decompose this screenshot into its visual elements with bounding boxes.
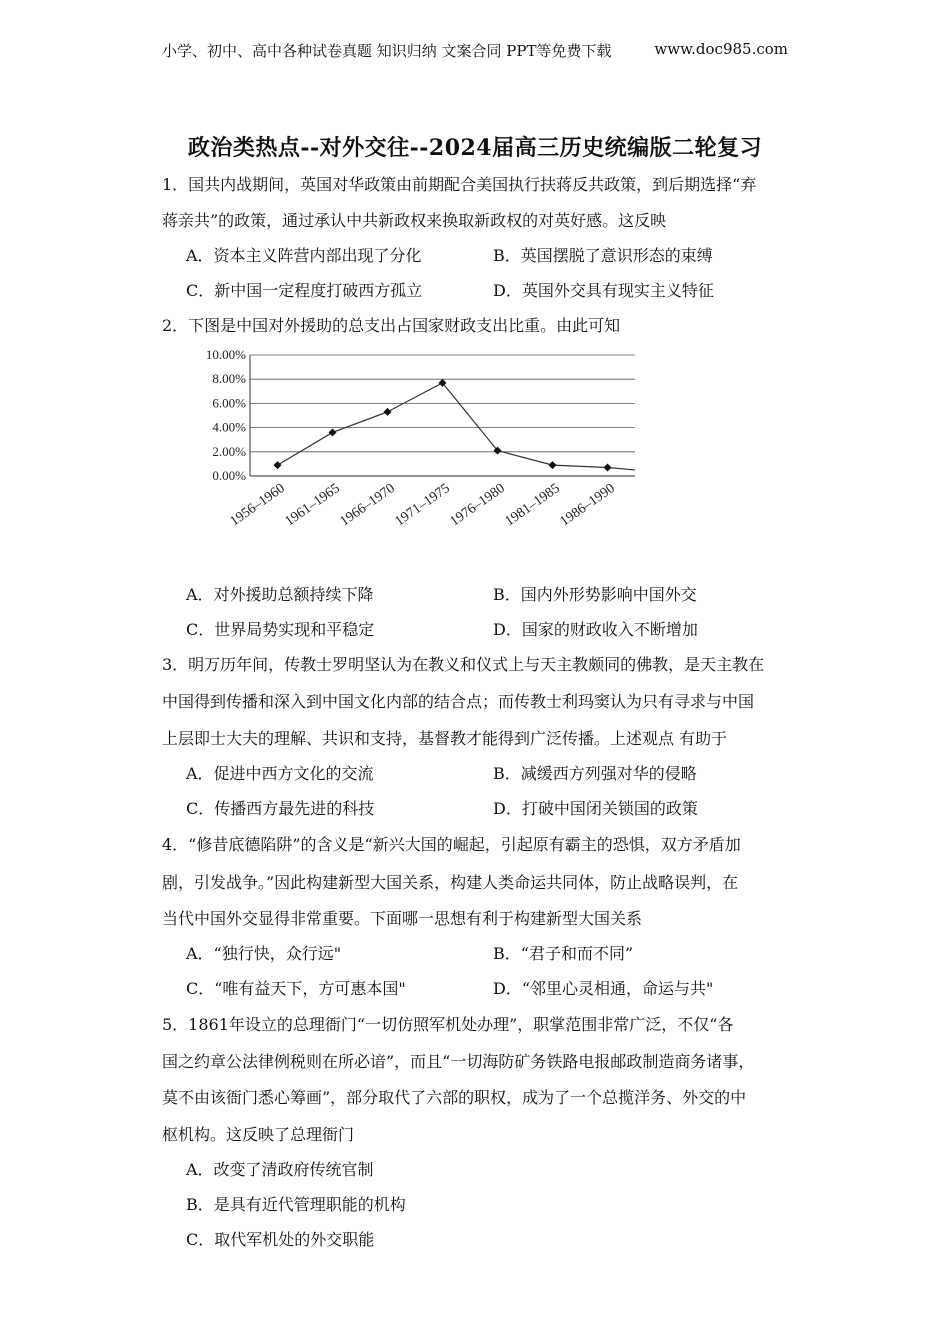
x-tick-label: 1986–1990 xyxy=(557,480,618,530)
x-tick-label: 1971–1975 xyxy=(392,480,453,530)
chart-y-tick-labels xyxy=(206,347,246,483)
q2-option-b[interactable]: B．国内外形势影响中国外交 xyxy=(493,585,697,604)
chart-x-tick-labels xyxy=(228,481,618,529)
y-tick-label: 8.00% xyxy=(212,371,246,387)
q3-line-3: 上层即士大夫的理解、共识和支持，基督教才能得到广泛传播。上述观点 有助于 xyxy=(162,729,728,748)
x-tick-label: 1961–1965 xyxy=(282,480,343,530)
q1-option-b[interactable]: B．英国摆脱了意识形态的束缚 xyxy=(493,246,713,265)
q5-option-c[interactable]: C．取代军机处的外交职能 xyxy=(186,1230,375,1249)
chart-grid xyxy=(250,355,635,476)
y-tick-label: 4.00% xyxy=(212,419,246,435)
q4-line-2: 剧，引发战争。”因此构建新型大国关系，构建人类命运共同体，防止战略误判，在 xyxy=(162,873,739,892)
q4-option-a[interactable]: A．“独行快，众行远" xyxy=(186,944,342,963)
page-header xyxy=(162,40,788,61)
chart-points xyxy=(274,379,612,472)
q4-option-b[interactable]: B．“君子和而不同” xyxy=(493,944,634,963)
q2-option-c[interactable]: C．世界局势实现和平稳定 xyxy=(186,620,375,639)
q5-option-b[interactable]: B．是具有近代管理职能的机构 xyxy=(186,1195,406,1214)
data-point-marker xyxy=(604,464,612,472)
q1-option-c[interactable]: C．新中国一定程度打破西方孤立 xyxy=(186,281,423,300)
q3-option-b[interactable]: B．减缓西方列强对华的侵略 xyxy=(493,764,697,783)
data-point-marker xyxy=(329,428,337,436)
q2-option-d[interactable]: D．国家的财政收入不断增加 xyxy=(493,620,698,639)
page-title: 政治类热点--对外交往--2024届高三历史统编版二轮复习 xyxy=(187,135,763,161)
aid-ratio-line-chart xyxy=(180,345,680,560)
y-tick-label: 0.00% xyxy=(212,468,246,483)
q3-line-1: 3．明万历年间，传教士罗明坚认为在教义和仪式上与天主教颇同的佛教，是天主教在 xyxy=(162,655,765,674)
header-site-link[interactable]: www.doc985.com xyxy=(654,40,788,58)
q4-line-1: 4．“修昔底德陷阱”的含义是“新兴大国的崛起，引起原有霸主的恐惧，双方矛盾加 xyxy=(162,835,741,854)
q1-option-a[interactable]: A．资本主义阵营内部出现了分化 xyxy=(186,246,422,265)
y-tick-label: 10.00% xyxy=(205,347,246,362)
q1-option-d[interactable]: D．英国外交具有现实主义特征 xyxy=(493,281,714,300)
q5-line-4: 枢机构。这反映了总理衙门 xyxy=(162,1125,355,1144)
data-point-marker xyxy=(384,408,392,416)
q5-line-2: 国之约章公法律例税则在所必谙”，而且“一切海防矿务铁路电报邮政制造商务诸事， xyxy=(162,1052,755,1071)
x-tick-label: 1956–1960 xyxy=(227,480,288,530)
q5-option-a[interactable]: A．改变了清政府传统官制 xyxy=(186,1160,374,1179)
q5-line-3: 莫不由该衙门悉心筹画”，部分取代了六部的职权，成为了一个总揽洋务、外交的中 xyxy=(162,1088,747,1107)
q4-line-3: 当代中国外交显得非常重要。下面哪一思想有利于构建新型大国关系 xyxy=(162,909,643,928)
q4-option-c[interactable]: C．“唯有益天下，方可惠本国" xyxy=(186,979,406,998)
series-line xyxy=(278,383,636,470)
q5-line-1: 5．1861年设立的总理衙门“一切仿照军机处办理”，职掌范围非常广泛，不仅“各 xyxy=(162,1015,734,1034)
q1-line-1: 1．国共内战期间，英国对华政策由前期配合美国执行扶蒋反共政策，到后期选择“弃 xyxy=(162,175,757,194)
y-tick-label: 6.00% xyxy=(212,395,246,411)
q2-line-1: 2．下图是中国对外援助的总支出占国家财政支出比重。由此可知 xyxy=(162,316,621,335)
q1-line-2: 蒋亲共”的政策，通过承认中共新政权来换取新政权的对英好感。这反映 xyxy=(162,211,667,230)
q3-line-2: 中国得到传播和深入到中国文化内部的结合点；而传教士利玛窦认为只有寻求与中国 xyxy=(162,692,755,711)
header-left-text: 小学、初中、高中各种试卷真题 知识归纳 文案合同 PPT等免费下载 xyxy=(162,42,612,60)
q4-option-d[interactable]: D．“邻里心灵相通，命运与共" xyxy=(493,979,714,998)
q3-option-d[interactable]: D．打破中国闭关锁国的政策 xyxy=(493,799,698,818)
q3-option-c[interactable]: C．传播西方最先进的科技 xyxy=(186,799,375,818)
x-tick-label: 1976–1980 xyxy=(447,480,508,530)
data-point-marker xyxy=(274,461,282,469)
x-tick-label: 1966–1970 xyxy=(337,480,398,530)
y-tick-label: 2.00% xyxy=(212,443,246,459)
data-point-marker xyxy=(549,461,557,469)
x-tick-label: 1981–1985 xyxy=(502,480,563,530)
q3-option-a[interactable]: A．促进中西方文化的交流 xyxy=(186,764,374,783)
q2-option-a[interactable]: A．对外援助总额持续下降 xyxy=(186,585,374,604)
